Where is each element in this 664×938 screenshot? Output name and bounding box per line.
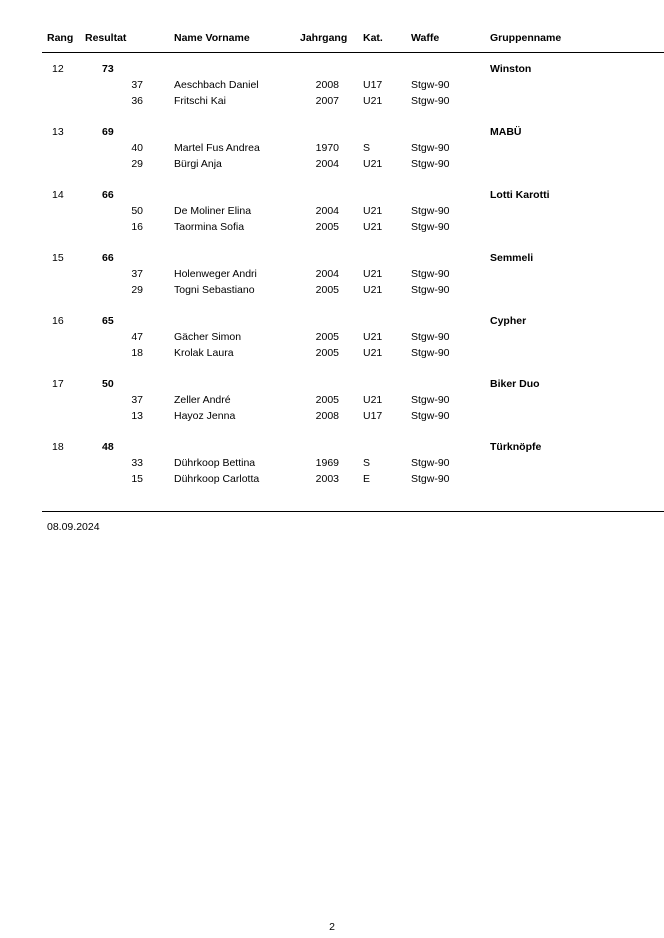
member-birth-year: 2005: [315, 331, 339, 343]
column-header-kat: Kat.: [363, 32, 383, 44]
member-points: 36: [131, 95, 143, 107]
member-points: 40: [131, 142, 143, 154]
member-category: U21: [363, 158, 383, 170]
member-name: Dührkoop Bettina: [174, 457, 256, 469]
member-name: Zeller André: [174, 394, 231, 406]
team-rank: 16: [52, 315, 64, 327]
team-rank: 12: [52, 63, 64, 75]
member-weapon: Stgw-90: [411, 473, 450, 485]
member-name: De Moliner Elina: [174, 205, 252, 217]
header-divider: [42, 52, 664, 53]
member-weapon: Stgw-90: [411, 79, 450, 91]
team-name: MABÜ: [490, 126, 522, 138]
member-birth-year: 2008: [315, 79, 339, 91]
member-category: U21: [363, 284, 383, 296]
member-weapon: Stgw-90: [411, 142, 450, 154]
column-header-name: Name Vorname: [174, 32, 250, 44]
print-date: 08.09.2024: [47, 521, 100, 533]
member-weapon: Stgw-90: [411, 347, 450, 359]
member-points: 13: [131, 410, 143, 422]
member-birth-year: 2005: [315, 394, 339, 406]
member-birth-year: 1969: [315, 457, 339, 469]
team-rank: 18: [52, 441, 64, 453]
member-points: 29: [131, 284, 143, 296]
member-category: U21: [363, 394, 383, 406]
member-category: U21: [363, 221, 383, 233]
member-name: Dührkoop Carlotta: [174, 473, 260, 485]
team-name: Semmeli: [490, 252, 534, 264]
member-birth-year: 2005: [315, 284, 339, 296]
column-header-rang: Rang: [47, 32, 74, 44]
team-rank: 17: [52, 378, 64, 390]
member-category: U21: [363, 268, 383, 280]
team-result: 65: [102, 315, 114, 327]
member-weapon: Stgw-90: [411, 221, 450, 233]
member-birth-year: 2008: [315, 410, 339, 422]
member-points: 29: [131, 158, 143, 170]
member-points: 37: [131, 79, 143, 91]
member-points: 37: [131, 394, 143, 406]
member-category: U21: [363, 95, 383, 107]
member-category: S: [363, 457, 371, 469]
member-name: Krolak Laura: [174, 347, 234, 359]
member-weapon: Stgw-90: [411, 457, 450, 469]
member-category: S: [363, 142, 371, 154]
team-rank: 15: [52, 252, 64, 264]
team-name: Cypher: [490, 315, 527, 327]
team-rank: 14: [52, 189, 64, 201]
member-weapon: Stgw-90: [411, 205, 450, 217]
footer-divider: [42, 511, 664, 512]
member-name: Aeschbach Daniel: [174, 79, 259, 91]
member-weapon: Stgw-90: [411, 394, 450, 406]
column-header-gruppe: Gruppenname: [490, 32, 562, 44]
member-category: U21: [363, 331, 383, 343]
team-result: 48: [102, 441, 114, 453]
team-result: 66: [102, 252, 114, 264]
column-header-waffe: Waffe: [411, 32, 440, 44]
member-birth-year: 1970: [315, 142, 339, 154]
team-name: Biker Duo: [490, 378, 540, 390]
member-points: 33: [131, 457, 143, 469]
member-birth-year: 2005: [315, 221, 339, 233]
member-points: 15: [131, 473, 143, 485]
member-category: U17: [363, 410, 383, 422]
member-name: Fritschi Kai: [174, 95, 226, 107]
member-birth-year: 2004: [315, 205, 339, 217]
team-rank: 13: [52, 126, 64, 138]
member-weapon: Stgw-90: [411, 268, 450, 280]
team-name: Lotti Karotti: [490, 189, 550, 201]
member-category: E: [363, 473, 371, 485]
member-name: Holenweger Andri: [174, 268, 257, 280]
member-points: 47: [131, 331, 143, 343]
team-result: 69: [102, 126, 114, 138]
member-name: Togni Sebastiano: [174, 284, 255, 296]
member-name: Hayoz Jenna: [174, 410, 236, 422]
page-number: 2: [329, 921, 335, 933]
member-category: U21: [363, 205, 383, 217]
member-birth-year: 2004: [315, 158, 339, 170]
column-header-resultat: Resultat: [85, 32, 127, 44]
member-category: U17: [363, 79, 383, 91]
member-points: 16: [131, 221, 143, 233]
member-points: 18: [131, 347, 143, 359]
column-header-jahrgang: Jahrgang: [300, 32, 348, 44]
member-weapon: Stgw-90: [411, 410, 450, 422]
member-weapon: Stgw-90: [411, 158, 450, 170]
member-points: 50: [131, 205, 143, 217]
member-name: Gächer Simon: [174, 331, 242, 343]
member-name: Martel Fus Andrea: [174, 142, 260, 154]
member-points: 37: [131, 268, 143, 280]
member-weapon: Stgw-90: [411, 284, 450, 296]
member-weapon: Stgw-90: [411, 331, 450, 343]
team-result: 50: [102, 378, 114, 390]
member-birth-year: 2003: [315, 473, 339, 485]
member-name: Taormina Sofia: [174, 221, 245, 233]
team-result: 66: [102, 189, 114, 201]
member-weapon: Stgw-90: [411, 95, 450, 107]
team-name: Winston: [490, 63, 532, 75]
member-birth-year: 2005: [315, 347, 339, 359]
team-result: 73: [102, 63, 114, 75]
team-name: Türknöpfe: [490, 441, 542, 453]
member-category: U21: [363, 347, 383, 359]
member-birth-year: 2004: [315, 268, 339, 280]
member-birth-year: 2007: [315, 95, 339, 107]
member-name: Bürgi Anja: [174, 158, 222, 170]
